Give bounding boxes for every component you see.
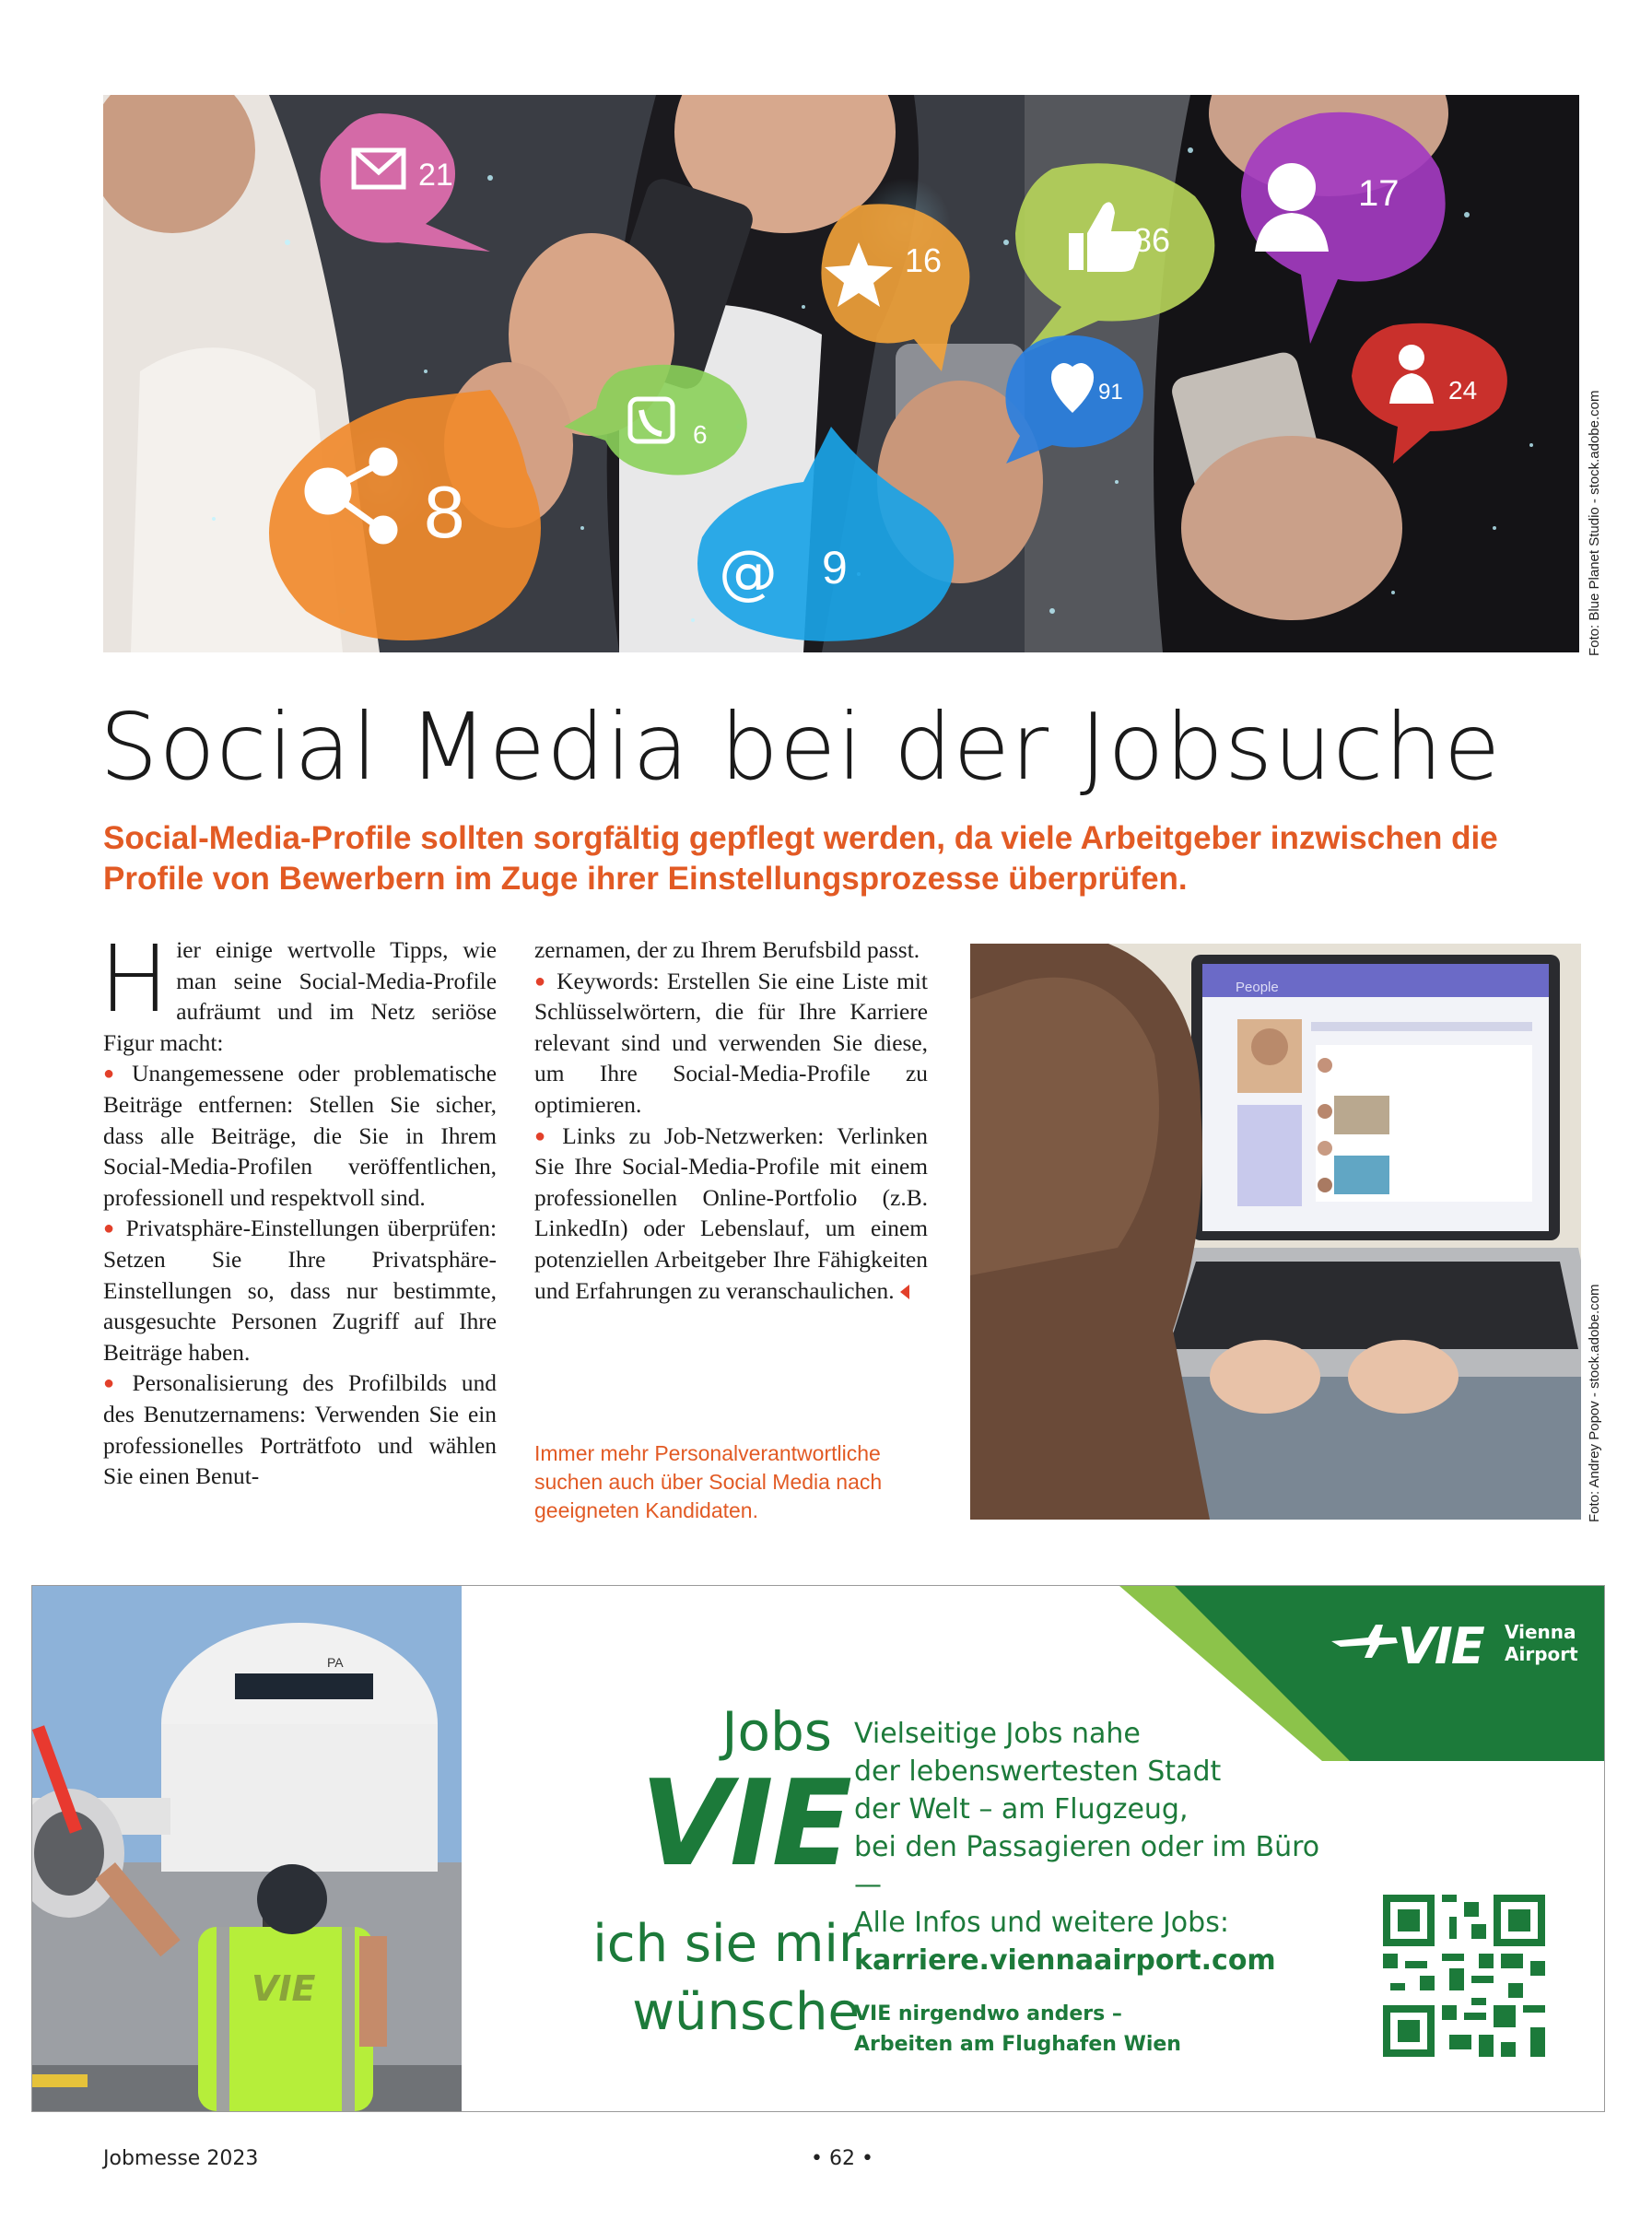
screen-label: People	[1236, 980, 1279, 995]
intro-text: ier einige wertvolle Tipps, wie man seine Social-Media-Profile aufräumt und im Netz seriöse Figur macht:	[103, 937, 497, 1056]
person-count: 17	[1358, 173, 1400, 214]
article-column-1	[100, 925, 497, 1493]
bullet-item	[103, 1368, 497, 1492]
laptop-photo	[970, 944, 1581, 1520]
bullet-text: Privatsphäre-Einstellungen überprüfen: Setzen Sie Ihre Privatsphäre-Einstellungen so, dass nur bestimmte, ausgesuchte Personen Zugriff auf Ihre Beiträge haben.	[103, 1215, 497, 1366]
tagline-line-1: ich sie mir	[592, 1914, 860, 1974]
airport-illustration	[32, 1586, 462, 2111]
vie-job-advertisement	[31, 1585, 1605, 2112]
heart-count: 91	[1098, 380, 1123, 405]
article-column-2	[534, 935, 928, 1307]
heart-bubble	[1005, 335, 1143, 464]
envelope-bubble	[321, 113, 491, 252]
ad-footnote-line: Arbeiten am Flughafen Wien	[854, 2033, 1181, 2056]
drop-cap: H	[100, 925, 170, 1033]
phone-bubble	[564, 365, 747, 476]
ad-footnote	[854, 1999, 1181, 2060]
ad-tagline	[491, 1910, 860, 2047]
article-title: Social Media bei der Jobsuche	[100, 693, 1502, 801]
bullet-icon: ●	[534, 1125, 554, 1146]
ad-body-text	[854, 1715, 1370, 1979]
ad-body-line: Vielseitige Jobs nahe	[854, 1718, 1141, 1750]
ad-body-line: der Welt – am Flugzeug,	[854, 1793, 1189, 1826]
photo-caption: Immer mehr Personalverantwortliche suchen auch über Social Media nach geeigneten Kandidaten.	[534, 1441, 883, 1522]
hero-photo	[103, 95, 1579, 652]
thumbs-up-bubble	[1015, 163, 1214, 353]
at-count: 9	[822, 542, 848, 593]
vie-logo-text: VIE	[1398, 1617, 1483, 1675]
ad-jobs-word: Jobs	[721, 1700, 832, 1763]
vest-logo: VIE	[252, 1968, 316, 2009]
page-number: • 62 •	[811, 2147, 873, 2170]
bullet-text: zernamen, der zu Ihrem Berufsbild passt.	[534, 937, 920, 963]
end-mark-icon	[900, 1285, 909, 1299]
qr-code-icon[interactable]	[1383, 1895, 1545, 2057]
ad-footnote-line: VIE nirgendwo anders –	[854, 2002, 1122, 2025]
ad-body-line: der lebenswertesten Stadt	[854, 1755, 1222, 1788]
vie-airport-logo	[1322, 1614, 1580, 1678]
bullet-icon: ●	[103, 1373, 123, 1394]
publication-name: Jobmesse 2023	[103, 2147, 259, 2170]
laptop-photo-credit: Foto: Andrey Popov - stock.adobe.com	[1587, 1284, 1602, 1522]
intro-paragraph	[100, 925, 497, 1059]
bullet-continuation	[534, 935, 928, 967]
vienna-label: Vienna	[1505, 1621, 1576, 1643]
thumbs-up-count: 86	[1133, 221, 1171, 259]
business-person-count: 24	[1448, 376, 1478, 405]
at-icon: @	[719, 539, 778, 607]
bullet-text: Unangemessene oder problematische Beiträge entfernen: Stellen Sie sicher, dass alle Beiträge, die Sie in Ihrem Social-Media-Profilen veröffentlichen, professionell und respektvoll sind.	[103, 1061, 497, 1211]
bullet-item	[103, 1214, 497, 1368]
bullet-item	[103, 1059, 497, 1214]
bullet-text: Links zu Job-Netzwerken: Verlinken Sie Ihre Social-Media-Profile mit einem professionellen Online-Portfolio (z.B. LinkedIn) oder Lebenslauf, um einem potenziellen Arbeitgeber Ihre Fähigkeiten und Erfahrungen zu veranschaulichen.	[534, 1122, 928, 1304]
person-bubble	[1241, 112, 1446, 344]
phone-count: 6	[693, 420, 708, 449]
plane-registration: PA	[327, 1655, 344, 1670]
bullet-item	[534, 967, 928, 1121]
ad-body-line: Alle Infos und weitere Jobs:	[854, 1907, 1229, 1939]
hero-photo-credit: Foto: Blue Planet Studio - stock.adobe.com	[1587, 390, 1602, 656]
tagline-line-2: wünsche	[632, 1982, 860, 2042]
airport-label: Airport	[1505, 1643, 1578, 1665]
ad-body-line: bei den Passagieren oder im Büro	[854, 1831, 1320, 1863]
article-lead: Social-Media-Profile sollten sorgfältig gepflegt werden, da viele Arbeitgeber inzwischen die Profile von Bewerbern im Zuge ihrer Einstellungsprozesse überprüfen.	[103, 820, 1498, 897]
share-bubble	[269, 390, 541, 640]
bullet-text: Personalisierung des Profilbilds und des Benutzernamens: Verwenden Sie ein professionelles Porträtfoto und wählen Sie einen Benut-	[103, 1370, 497, 1490]
bullet-icon: ●	[103, 1063, 123, 1085]
star-bubble	[821, 204, 969, 371]
career-url-link[interactable]: karriere.viennaairport.com	[854, 1944, 1276, 1977]
airport-marshal-photo	[32, 1586, 462, 2111]
bullet-text: Keywords: Erstellen Sie eine Liste mit Schlüsselwörtern, die für Ihre Karriere relevant sind und verwenden Sie diese, um Ihre Social-Media-Profile zu optimieren.	[534, 968, 928, 1118]
business-person-bubble	[1352, 323, 1507, 464]
share-count: 8	[424, 471, 465, 553]
star-count: 16	[905, 241, 943, 279]
bullet-icon: ●	[534, 970, 548, 992]
ad-body-dash: —	[854, 1869, 882, 1901]
laptop-illustration	[970, 944, 1581, 1520]
ad-vie-word: VIE	[639, 1755, 850, 1893]
bullet-item	[534, 1121, 928, 1308]
bullet-icon: ●	[103, 1218, 117, 1239]
notification-bubbles	[103, 95, 1579, 652]
at-bubble	[697, 427, 954, 641]
envelope-count: 21	[418, 158, 453, 193]
